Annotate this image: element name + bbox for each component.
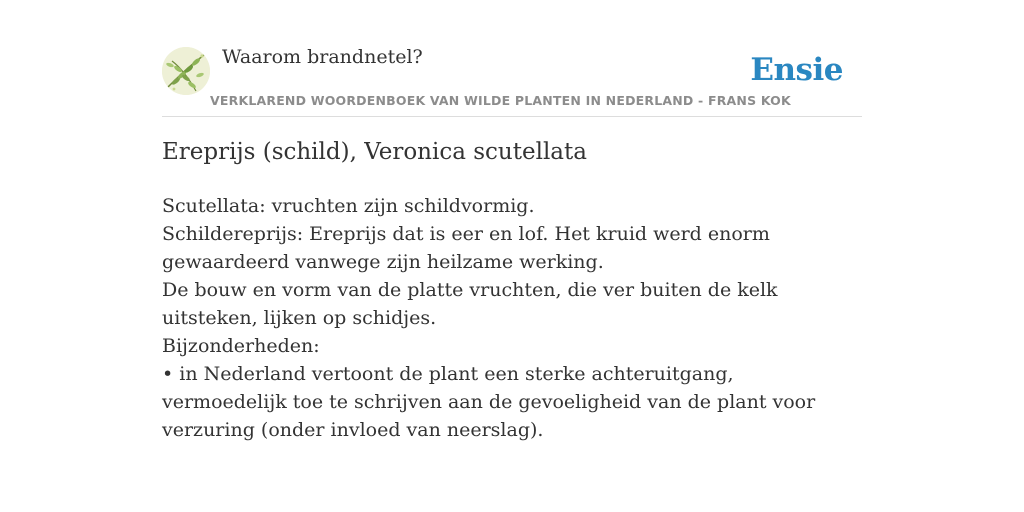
entry-line: Scutellata: vruchten zijn schildvormig.	[162, 195, 535, 217]
entry-line: De bouw en vorm van de platte vruchten, die ver buiten de kelk uitsteken, lijken op schidjes.	[162, 279, 778, 329]
entry-line: Schildereprijs: Ereprijs dat is eer en lof. Het kruid werd enorm gewaardeerd vanwege zijn heilzame werking.	[162, 223, 770, 273]
book-subtitle[interactable]: VERKLAREND WOORDENBOEK VAN WILDE PLANTEN IN NEDERLAND - FRANS KOK	[210, 93, 791, 108]
entry-line: • in Nederland vertoont de plant een sterke achteruitgang, vermoedelijk toe te schrijven aan de gevoeligheid van de plant voor verzuring (onder invloed van neerslag).	[162, 363, 816, 441]
entry-line: Bijzonderheden:	[162, 335, 320, 357]
brand-logo[interactable]: Ensie	[750, 52, 843, 88]
plant-thumbnail-icon[interactable]	[162, 47, 210, 95]
entry-body	[162, 192, 862, 444]
header	[162, 44, 862, 117]
entry-title: Ereprijs (schild), Veronica scutellata	[162, 139, 587, 165]
book-title[interactable]: Waarom brandnetel?	[222, 46, 423, 68]
